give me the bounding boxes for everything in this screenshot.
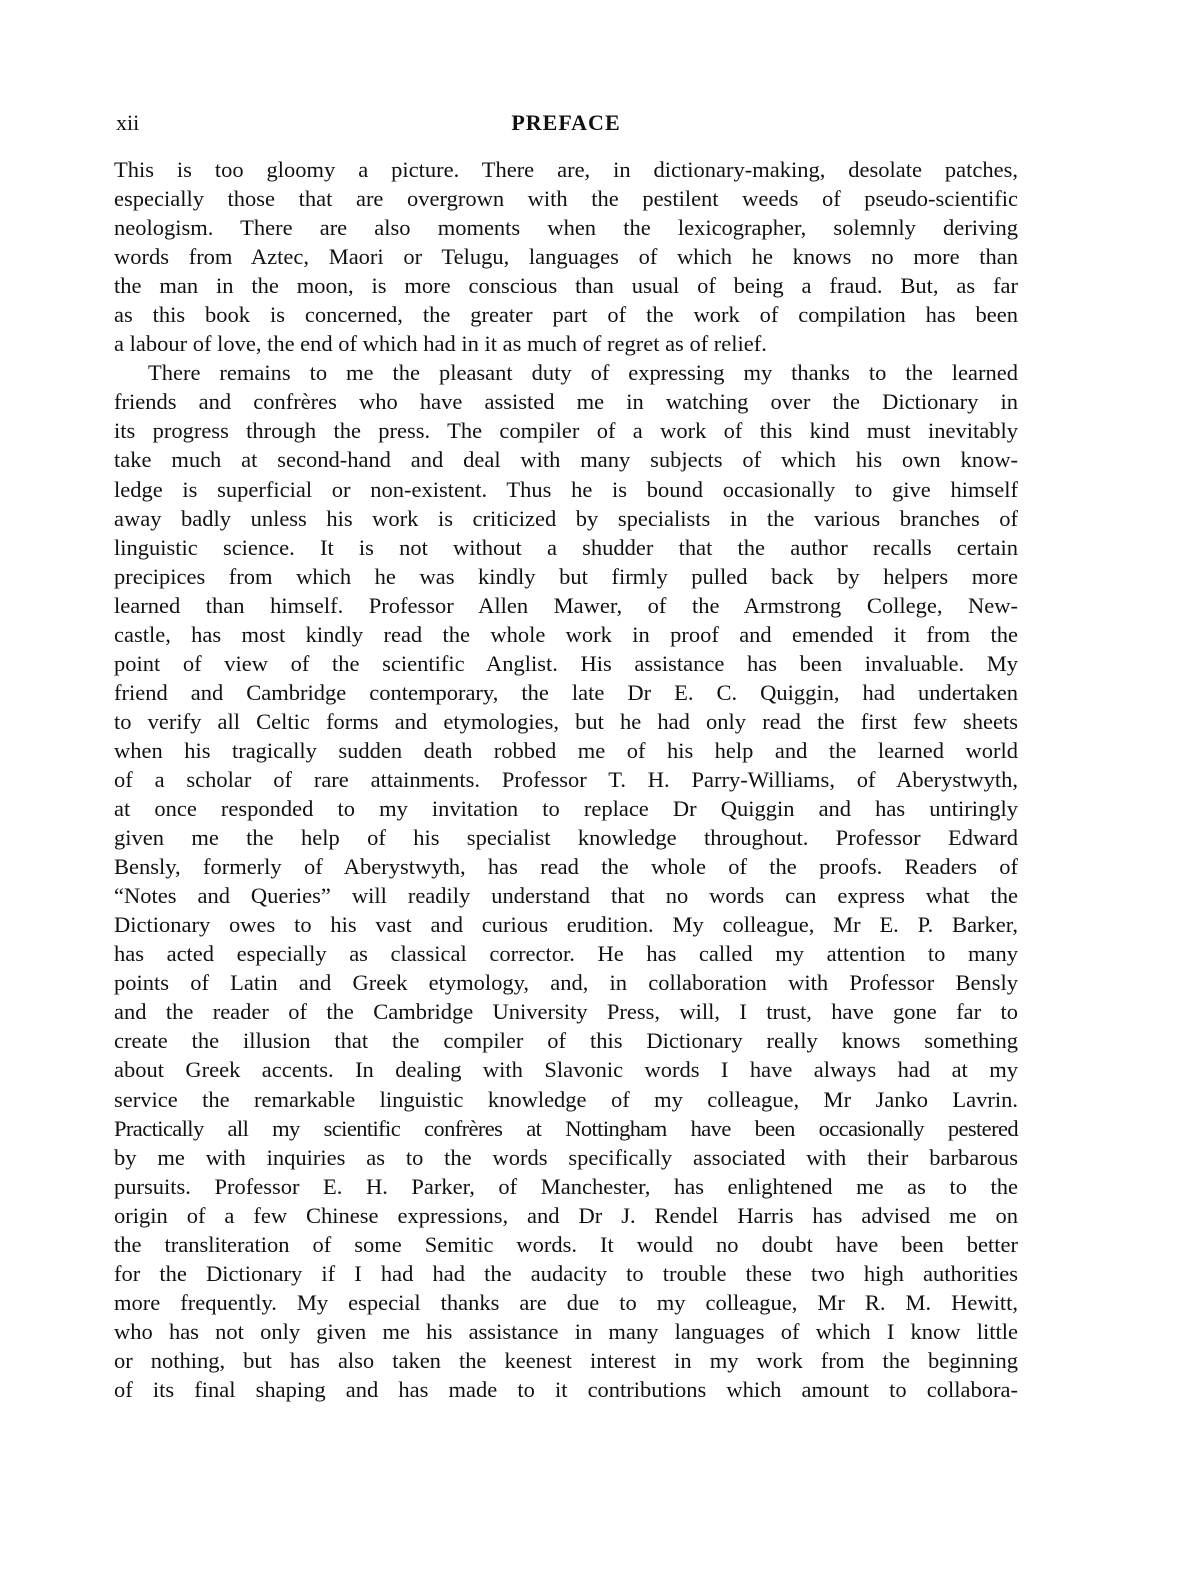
- text-line: and the reader of the Cambridge University Press, will, I trust, have gone far to: [114, 999, 1018, 1025]
- text-line: castle, has most kindly read the whole work in proof and emended it from the: [114, 621, 1018, 647]
- text-line: service the remarkable linguistic knowledge of my colleague, Mr Janko Lavrin.: [114, 1086, 1018, 1112]
- text-line: has acted especially as classical corrector. He has called my attention to many: [114, 941, 1018, 967]
- paragraph-start-line: There remains to me the pleasant duty of expressing my thanks to the learned: [148, 360, 1018, 386]
- text-line: the man in the moon, is more conscious than usual of being a fraud. But, as far: [114, 273, 1018, 299]
- text-line: to verify all Celtic forms and etymologies, but he had only read the first few sheets: [114, 708, 1018, 734]
- text-line: about Greek accents. In dealing with Slavonic words I have always had at my: [114, 1057, 1018, 1083]
- text-line: friends and confrères who have assisted me in watching over the Dictionary in: [114, 389, 1018, 415]
- preface-body: [114, 155, 1018, 1404]
- text-line: when his tragically sudden death robbed me of his help and the learned world: [114, 737, 1018, 763]
- text-line: of its final shaping and has made to it contributions which amount to collabora-: [114, 1376, 1018, 1402]
- text-line: who has not only given me his assistance in many languages of which I know little: [114, 1318, 1018, 1344]
- text-line: words from Aztec, Maori or Telugu, languages of which he knows no more than: [114, 244, 1018, 270]
- running-head: PREFACE: [511, 110, 621, 135]
- text-line: “Notes and Queries” will readily understand that no words can express what the: [114, 883, 1018, 909]
- text-line: away badly unless his work is criticized by specialists in the various branches of: [114, 505, 1018, 531]
- text-line: precipices from which he was kindly but firmly pulled back by helpers more: [114, 563, 1018, 589]
- text-line: given me the help of his specialist knowledge throughout. Professor Edward: [114, 825, 1018, 851]
- text-line: take much at second-hand and deal with many subjects of which his own know-: [114, 447, 1018, 473]
- text-line: for the Dictionary if I had had the audacity to trouble these two high authorities: [114, 1260, 1018, 1286]
- text-line: point of view of the scientific Anglist. His assistance has been invaluable. My: [114, 650, 1018, 676]
- text-line: the transliteration of some Semitic words. It would no doubt have been better: [114, 1231, 1018, 1257]
- text-line: points of Latin and Greek etymology, and, in collaboration with Professor Bensly: [114, 970, 1018, 996]
- text-line: its progress through the press. The compiler of a work of this kind must inevitably: [114, 418, 1018, 444]
- text-line: as this book is concerned, the greater part of the work of compilation has been: [114, 302, 1018, 328]
- text-line: friend and Cambridge contemporary, the late Dr E. C. Quiggin, had undertaken: [114, 679, 1018, 705]
- text-line: create the illusion that the compiler of this Dictionary really knows something: [114, 1028, 1018, 1054]
- text-line: or nothing, but has also taken the keenest interest in my work from the beginning: [114, 1347, 1018, 1373]
- text-line: Practically all my scientific confrères at Nottingham have been occasionally pestered: [114, 1115, 1018, 1141]
- text-line: at once responded to my invitation to replace Dr Quiggin and has untiringly: [114, 796, 1018, 822]
- text-line: more frequently. My especial thanks are due to my colleague, Mr R. M. Hewitt,: [114, 1289, 1018, 1315]
- text-line: origin of a few Chinese expressions, and Dr J. Rendel Harris has advised me on: [114, 1202, 1018, 1228]
- text-line: neologism. There are also moments when the lexicographer, solemnly deriving: [114, 215, 1018, 241]
- text-line: Bensly, formerly of Aberystwyth, has read the whole of the proofs. Readers of: [114, 854, 1018, 880]
- text-line: linguistic science. It is not without a shudder that the author recalls certain: [114, 534, 1018, 560]
- text-line: ledge is superficial or non-existent. Thus he is bound occasionally to give himself: [114, 476, 1018, 502]
- text-line: Dictionary owes to his vast and curious erudition. My colleague, Mr E. P. Barker,: [114, 912, 1018, 938]
- text-line: by me with inquiries as to the words specifically associated with their barbarous: [114, 1144, 1018, 1170]
- paragraph-end-line: a labour of love, the end of which had in it as much of regret as of relief.: [114, 331, 767, 357]
- text-line: learned than himself. Professor Allen Mawer, of the Armstrong College, New-: [114, 592, 1018, 618]
- text-line: of a scholar of rare attainments. Professor T. H. Parry-Williams, of Aberystwyth,: [114, 766, 1018, 792]
- text-line: especially those that are overgrown with the pestilent weeds of pseudo-scientific: [114, 186, 1018, 212]
- text-line: This is too gloomy a picture. There are, in dictionary-making, desolate patches,: [114, 157, 1018, 182]
- page-number: xii: [116, 110, 140, 135]
- text-line: pursuits. Professor E. H. Parker, of Manchester, has enlightened me as to the: [114, 1173, 1018, 1199]
- page-header: [116, 108, 1016, 138]
